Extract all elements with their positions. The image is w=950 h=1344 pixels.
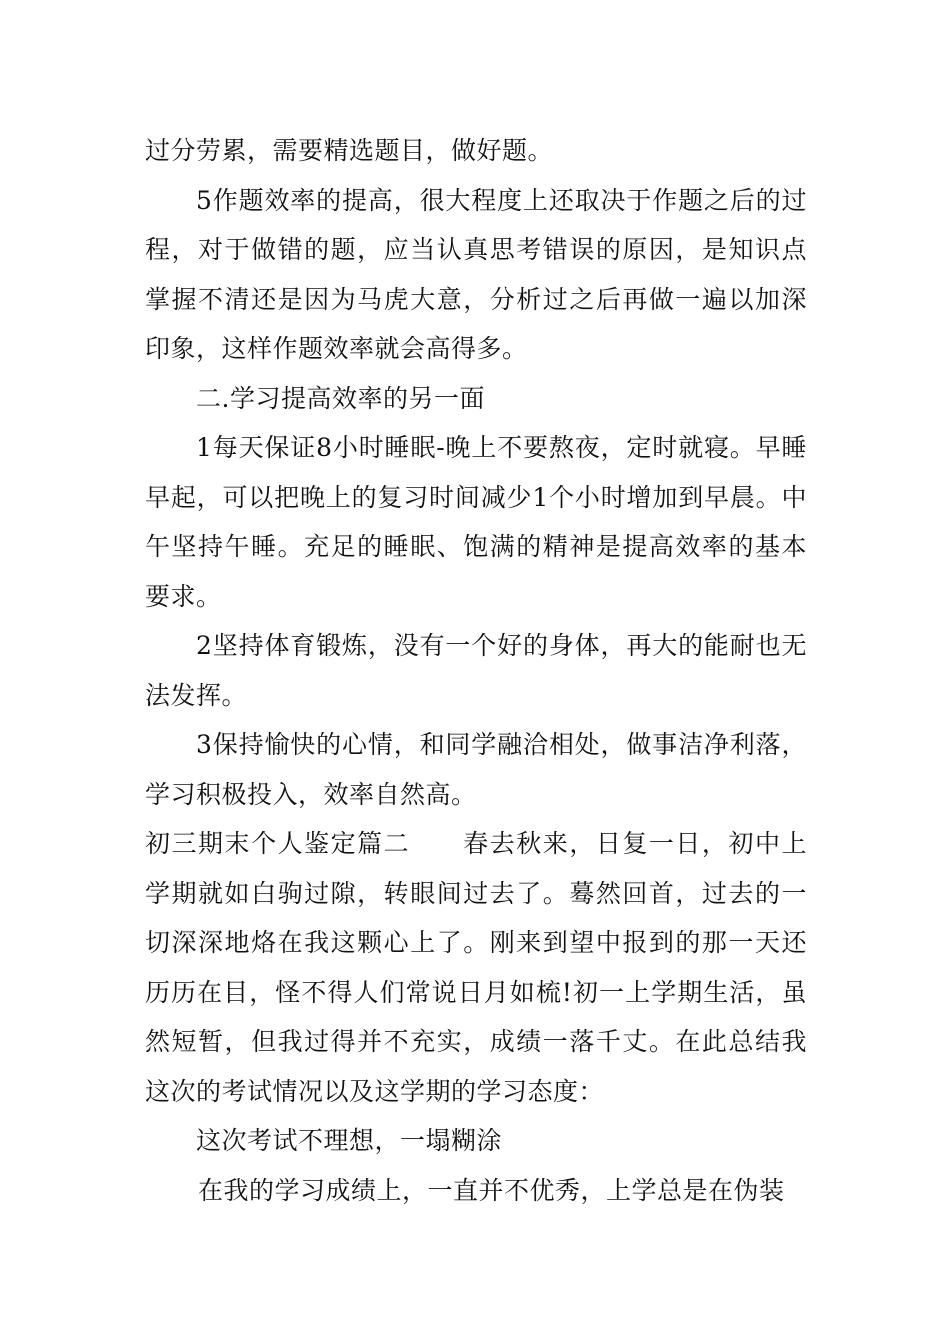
paragraph-grades: 在我的学习成绩上，一直并不优秀，上学总是在伪装 <box>198 1175 785 1205</box>
paragraph-item-3: 3保持愉快的心情，和同学融洽相处，做事洁净利落，学习积极投入，效率自然高。 <box>145 730 807 809</box>
paragraph-item-2: 2坚持体育锻炼，没有一个好的身体，再大的能耐也无法发挥。 <box>145 631 807 710</box>
paragraph-item-5: 5作题效率的提高，很大程度上还取决于作题之后的过程，对于做错的题，应当认真思考错误的原因，是知识点掌握不清还是因为马虎大意，分析过之后再做一遍以加深印象，这样作题效率就会高得多。 <box>145 185 807 363</box>
paragraph-item-1: 1每天保证8小时睡眠-晚上不要熬夜，定时就寝。早睡早起，可以把晚上的复习时间减少1个小时增加到早晨。中午坚持午睡。充足的睡眠、饱满的精神是提高效率的基本要求。 <box>145 433 807 611</box>
subheading-exam: 这次考试不理想，一塌糊涂 <box>196 1126 503 1155</box>
paragraph-part-two: 初三期末个人鉴定篇二 春去秋来，日复一日，初中上学期就如白驹过隙，转眼间过去了。蓦然回首，过去的一切深深地烙在我这颗心上了。刚来到望中报到的那一天还历历在目，怪不得人们常说日月如梳!初一上学期生活，虽然短暂，但我过得并不充实，成绩一落千丈。在此总结我这次的考试情况以及这学期的学习态度： <box>145 829 807 1106</box>
paragraph-continuation: 过分劳累，需要精选题目，做好题。 <box>145 136 554 165</box>
document-page <box>145 126 807 1215</box>
section-heading-2: 二.学习提高效率的另一面 <box>196 383 485 413</box>
